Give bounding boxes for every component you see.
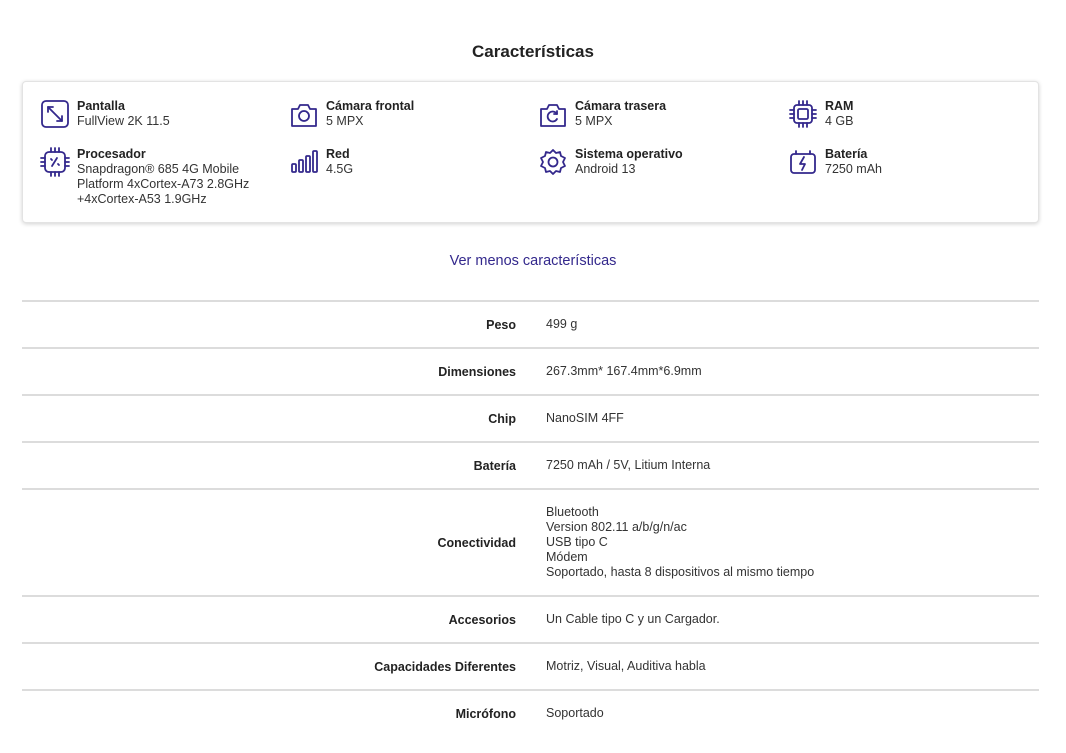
feature-label: Cámara trasera [575, 99, 667, 113]
table-row [22, 595, 1039, 642]
feature-procesador [40, 147, 262, 207]
specs-table [22, 300, 1039, 736]
table-row [22, 394, 1039, 441]
camera-rotate-icon [538, 99, 568, 129]
feature-label: Batería [825, 147, 868, 161]
spec-value: 499 g [546, 317, 578, 331]
camera-icon [289, 99, 319, 129]
see-less-features-link[interactable]: Ver menos características [449, 253, 617, 269]
feature-value: Snapdragon® 685 4G Mobile Platform 4xCortex-A73 2.8GHz +4xCortex-A53 1.9GHz [77, 162, 250, 206]
spec-value: Un Cable tipo C y un Cargador. [546, 612, 720, 626]
feature-sistema-operativo [538, 147, 775, 177]
feature-camara-frontal [289, 99, 526, 129]
spec-value: Bluetooth Version 802.11 a/b/g/n/ac USB tipo C Módem Soportado, hasta 8 dispositivos al mismo tiempo [546, 505, 815, 579]
spec-value: 267.3mm* 167.4mm*6.9mm [546, 364, 702, 378]
feature-value: 7250 mAh [825, 162, 882, 176]
section-title: Características [472, 42, 594, 61]
expand-icon [40, 99, 70, 129]
table-row [22, 642, 1039, 689]
feature-pantalla [40, 99, 277, 129]
feature-bateria [788, 147, 1025, 177]
battery-icon [788, 147, 818, 177]
spec-key: Peso [486, 317, 516, 332]
spec-value: Motriz, Visual, Auditiva habla [546, 659, 706, 673]
processor-icon [40, 147, 70, 177]
table-row [22, 441, 1039, 488]
table-row [22, 488, 1039, 595]
spec-key: Micrófono [455, 706, 516, 721]
spec-key: Dimensiones [438, 364, 516, 379]
feature-camara-trasera [538, 99, 775, 129]
spec-value: Soportado [546, 706, 604, 720]
signal-bars-icon [289, 147, 319, 177]
table-row [22, 300, 1039, 347]
spec-value: 7250 mAh / 5V, Litium Interna [546, 458, 711, 472]
spec-value: NanoSIM 4FF [546, 411, 624, 425]
spec-key: Accesorios [448, 612, 516, 627]
feature-value: 4 GB [825, 114, 854, 128]
feature-label: RAM [825, 99, 854, 113]
features-card [22, 81, 1039, 223]
feature-value: 4.5G [326, 162, 354, 176]
feature-value: 5 MPX [326, 114, 364, 128]
table-row [22, 347, 1039, 394]
feature-value: FullView 2K 11.5 [77, 114, 170, 128]
feature-label: Procesador [77, 147, 146, 161]
table-row [22, 689, 1039, 736]
feature-label: Sistema operativo [575, 147, 683, 161]
gear-icon [538, 147, 568, 177]
spec-key: Batería [473, 458, 516, 473]
feature-label: Red [326, 147, 350, 161]
spec-key: Chip [488, 411, 516, 426]
ram-chip-icon [788, 99, 818, 129]
spec-key: Conectividad [437, 535, 516, 550]
spec-key: Capacidades Diferentes [374, 659, 516, 674]
feature-ram [788, 99, 1025, 129]
feature-red [289, 147, 526, 177]
feature-label: Pantalla [77, 99, 125, 113]
feature-value: 5 MPX [575, 114, 613, 128]
feature-label: Cámara frontal [326, 99, 415, 113]
feature-value: Android 13 [575, 162, 636, 176]
